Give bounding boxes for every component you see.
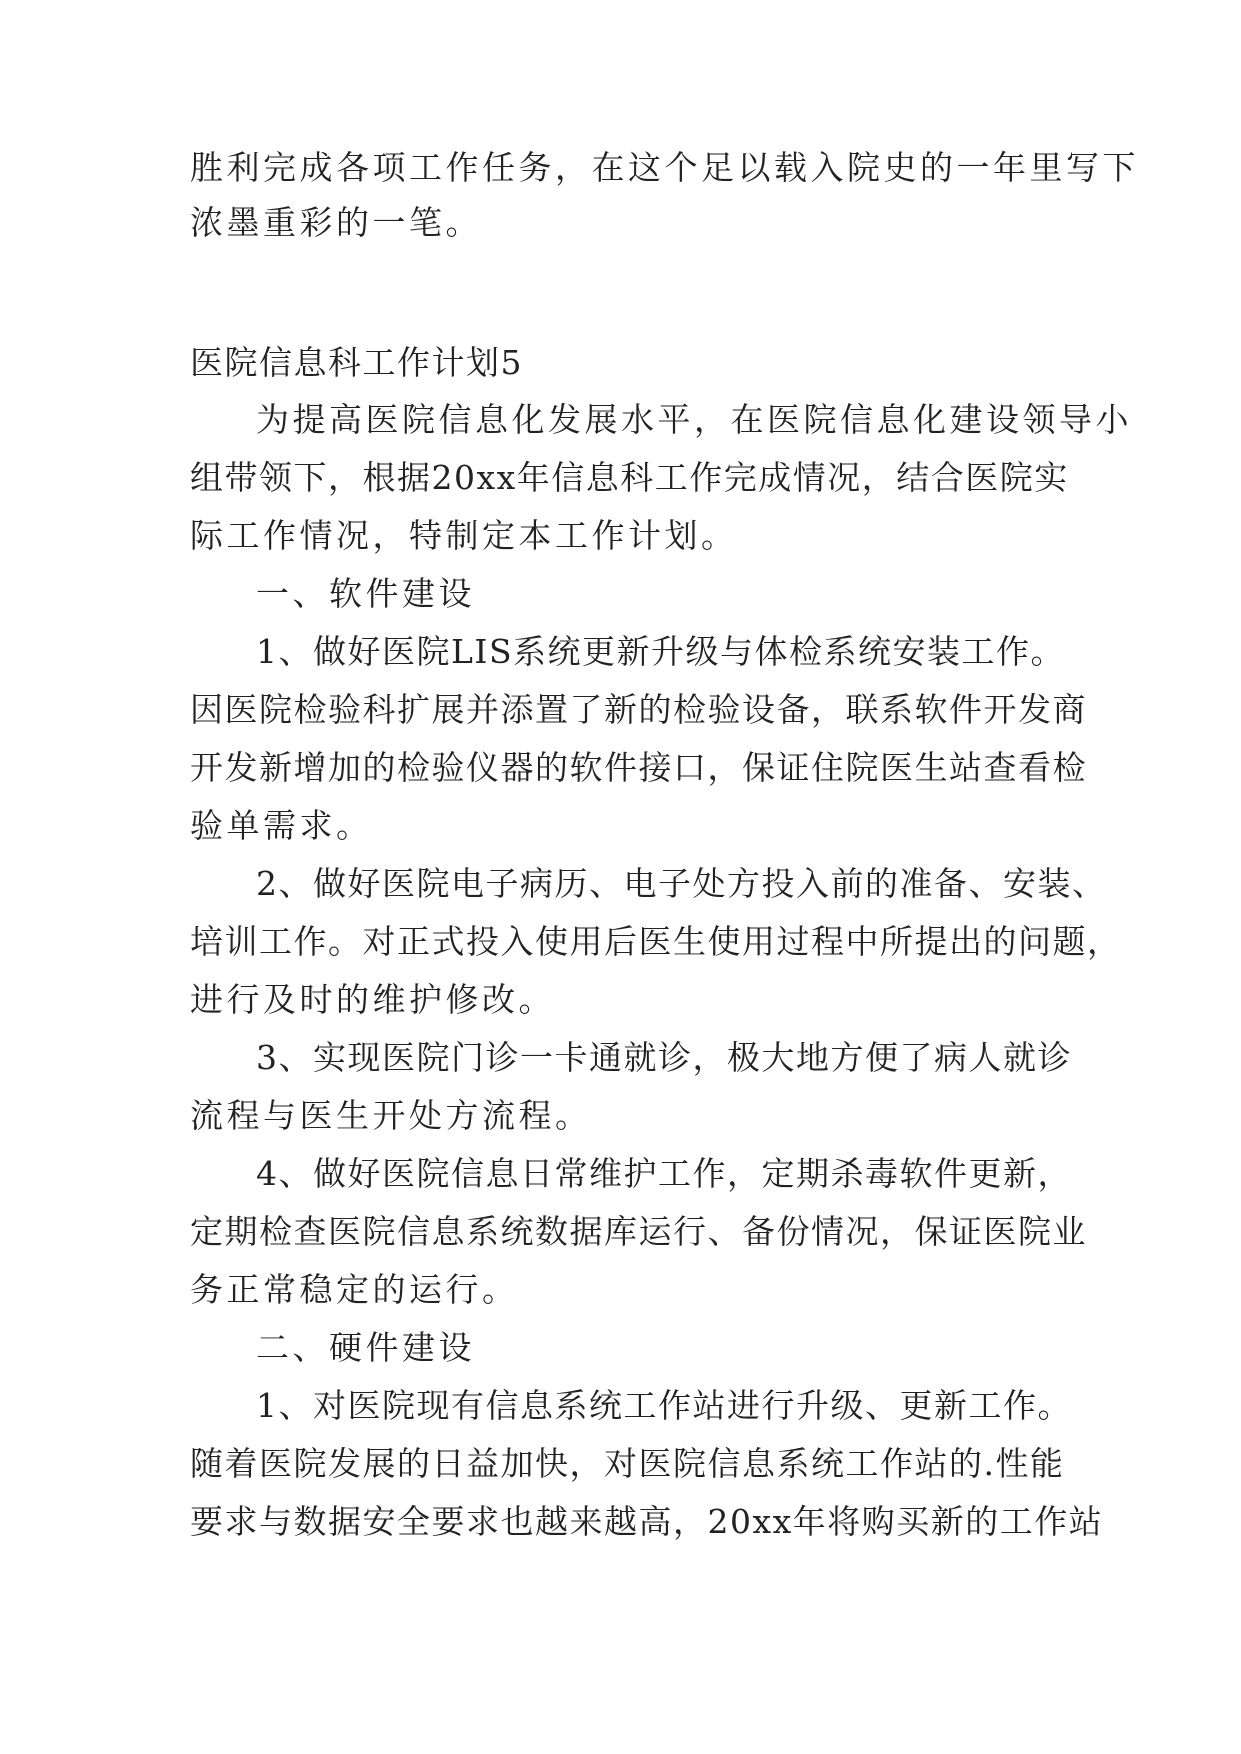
text-line: 3、实现医院门诊一卡通就诊，极大地方便了病人就诊 [256, 1038, 1072, 1077]
text-line: 随着医院发展的日益加快，对医院信息系统工作站的.性能 [190, 1444, 1065, 1483]
text-line: 胜利完成各项工作任务，在这个足以载入院史的一年里写下 [190, 148, 1139, 187]
text-line: 2、做好医院电子病历、电子处方投入前的准备、安装、 [256, 864, 1107, 903]
text-line: 务正常稳定的运行。 [190, 1270, 519, 1309]
text-line: 浓墨重彩的一笔。 [190, 203, 482, 242]
text-line: 流程与医生开处方流程。 [190, 1096, 592, 1135]
text-line: 组带领下，根据20xx年信息科工作完成情况，结合医院实 [190, 458, 1069, 497]
text-line: 验单需求。 [190, 806, 373, 845]
text-line: 定期检查医院信息系统数据库运行、备份情况，保证医院业 [190, 1212, 1087, 1251]
subsection-heading: 二、硬件建设 [256, 1328, 475, 1367]
text-line: 因医院检验科扩展并添置了新的检验设备，联系软件开发商 [190, 690, 1087, 729]
text-line: 1、做好医院LIS系统更新升级与体检系统安装工作。 [256, 632, 1066, 671]
text-line: 为提高医院信息化发展水平，在医院信息化建设领导小 [256, 400, 1132, 439]
text-line: 培训工作。对正式投入使用后医生使用过程中所提出的问题， [190, 922, 1122, 961]
text-line: 进行及时的维护修改。 [190, 980, 555, 1019]
text-line: 1、对医院现有信息系统工作站进行升级、更新工作。 [256, 1386, 1072, 1425]
text-line: 4、做好医院信息日常维护工作，定期杀毒软件更新， [256, 1154, 1072, 1193]
text-line: 要求与数据安全要求也越来越高，20xx年将购买新的工作站 [190, 1502, 1104, 1541]
text-line: 开发新增加的检验仪器的软件接口，保证住院医生站查看检 [190, 748, 1087, 787]
text-line: 际工作情况，特制定本工作计划。 [190, 516, 738, 555]
section-title: 医院信息科工作计划5 [190, 343, 523, 382]
subsection-heading: 一、软件建设 [256, 574, 475, 613]
